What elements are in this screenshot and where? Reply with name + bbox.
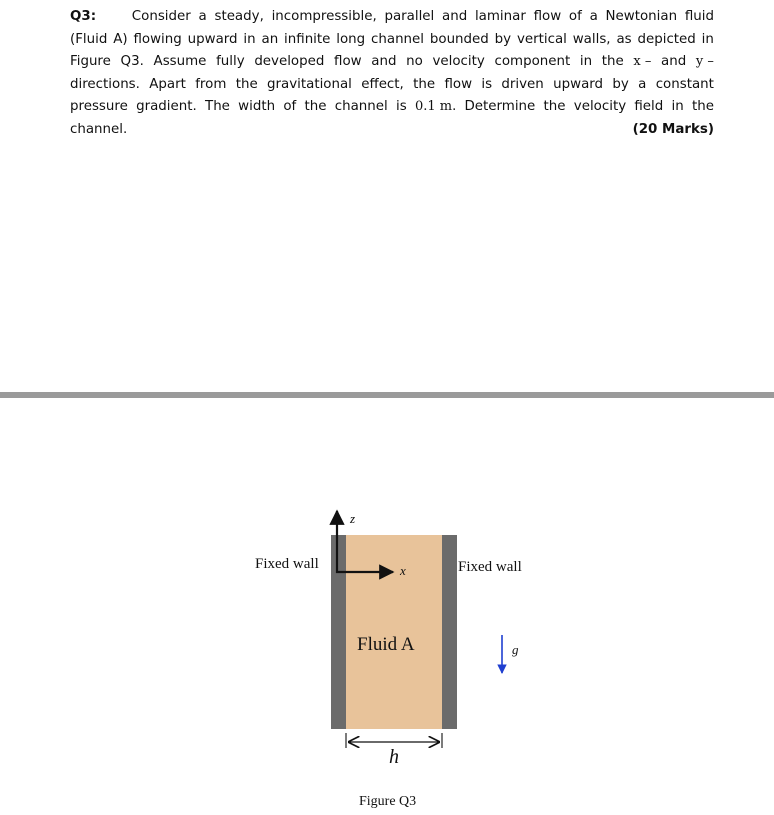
line4-w4: gravitational [267,76,352,92]
line3-w0: Figure [70,54,111,70]
line3-w5: flow [334,54,362,70]
line4-w1: Apart [149,76,186,92]
channel-width-value: 0.1 m. [414,99,457,115]
figure-svg [0,398,774,815]
line3-w3: fully [216,54,245,70]
line5-w0: pressure [70,99,128,115]
line1-w7: flow [533,9,562,24]
line1-w10: Newtonian [605,9,678,24]
line2-w14: depicted [637,31,696,47]
line3-and: and [661,54,687,70]
line2-w5: an [261,31,279,47]
line4-w9: driven [501,76,544,92]
line4-w3: the [235,76,258,92]
right-wall-label: Fixed wall [458,559,522,575]
line5-p3: field [634,99,664,115]
gravity-label: g [512,642,519,657]
line1-w4: parallel [384,9,435,24]
question-text [70,6,714,142]
line4-w8: is [481,76,493,92]
question-line-2 [70,29,714,52]
line6-text: channel. [70,121,128,137]
line1-w9: a [589,9,598,24]
line5-w7: is [396,99,407,115]
line5-p1: the [543,99,566,115]
line4-w5: effect, [361,76,404,92]
line5-p4: in [671,99,684,115]
line5-w1: gradient. [136,99,197,115]
question-label: Q3: [70,9,97,24]
line2-w2: flowing [133,31,182,47]
question-line-5 [70,96,714,119]
question-line-6 [70,119,714,142]
fluid-region [346,535,442,729]
line2-w7: long [336,31,366,47]
line3-w6: and [371,54,397,70]
line5-w3: width [238,99,276,115]
line3-w11: the [601,54,624,70]
figure-q3 [0,398,774,815]
line4-w0: directions. [70,76,140,92]
line1-w1: a [198,9,207,24]
line1-w8: of [568,9,582,24]
line1-w3: incompressible, [271,9,377,24]
x-direction: x – [633,54,652,70]
line2-w9: bounded [429,31,489,47]
line1-w6: laminar [474,9,526,24]
line5-w4: of [283,99,297,115]
fluid-label: Fluid A [357,634,415,655]
x-axis-label: x [400,563,406,578]
line1-w5: and [442,9,468,24]
line2-w12: walls, [572,31,611,47]
width-label: h [389,746,399,768]
line4-w7: flow [444,76,473,92]
line2-w11: vertical [516,31,567,47]
line5-w2: The [205,99,230,115]
left-fixed-wall [331,535,346,729]
left-wall-label: Fixed wall [255,556,319,572]
line4-w10: upward [553,76,604,92]
line2-w8: channel [371,31,425,47]
right-fixed-wall [442,535,457,729]
line2-w1: A) [113,31,128,47]
line1-w2: steady, [214,9,264,24]
line1-w11: fluid [684,9,714,24]
line5-w6: channel [334,99,388,115]
line3-w8: velocity [432,54,485,70]
line2-w0: (Fluid [70,31,108,47]
line4-w2: from [195,76,227,92]
line2-w3: upward [187,31,238,47]
line5-w5: the [304,99,327,115]
y-direction: y – [695,54,714,70]
line4-w6: the [413,76,436,92]
line4-w13: constant [655,76,714,92]
line2-w13: as [616,31,632,47]
line2-w4: in [243,31,256,47]
z-axis-label: z [350,511,356,526]
line1-w0: Consider [131,9,191,24]
line2-w6: infinite [284,31,331,47]
line2-w15: in [701,31,714,47]
line3-w1: Q3. [120,54,144,70]
line5-p0: Determine [464,99,536,115]
line2-w10: by [494,31,512,47]
line3-w2: Assume [153,54,207,70]
line3-w9: component [494,54,571,70]
line3-w7: no [406,54,423,70]
marks-label: (20 Marks) [632,121,714,137]
line4-w11: by [612,76,629,92]
line3-w10: in [579,54,593,70]
figure-caption: Figure Q3 [359,794,417,809]
question-line-3 [70,51,714,74]
line3-w4: developed [254,54,325,70]
line5-p5: the [692,99,714,115]
line5-p2: velocity [573,99,627,115]
line4-w12: a [638,76,647,92]
question-line-4 [70,74,714,97]
question-line-1 [70,6,714,29]
